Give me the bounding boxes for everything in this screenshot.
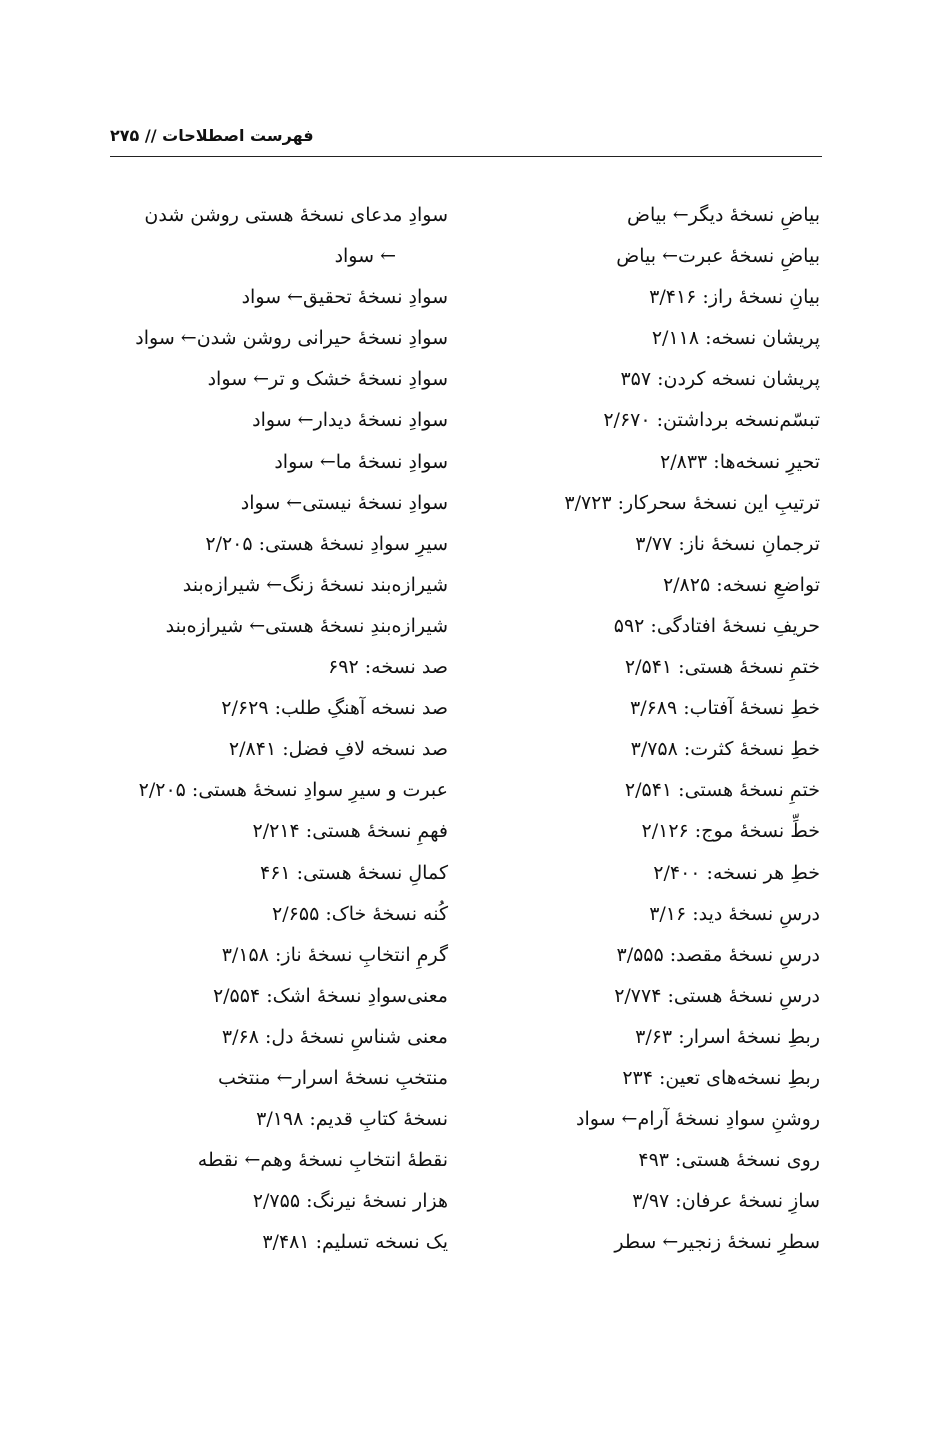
index-entry: بیانِ نسخهٔ راز: ۳/۴۱۶ (649, 286, 820, 309)
index-entry: نقطهٔ انتخابِ نسخهٔ وهم← نقطه (197, 1149, 448, 1172)
index-entry: گرمِ انتخابِ نسخهٔ ناز: ۳/۱۵۸ (221, 943, 448, 966)
index-entry: شیرازه‌بند نسخهٔ زنگ← شیرازه‌بند (182, 573, 448, 596)
index-entry: نسخهٔ کتابِ قدیم: ۳/۱۹۸ (256, 1108, 448, 1131)
index-entry: کمالِ نسخهٔ هستی: ۴۶۱ (260, 861, 448, 884)
index-entry: پریشان نسخه کردن: ۳۵۷ (620, 368, 820, 391)
index-entry: روشنِ سوادِ نسخهٔ آرام← سواد (576, 1108, 820, 1131)
index-entry: خطِّ نسخهٔ موج: ۲/۱۲۶ (641, 820, 820, 843)
index-entry: تبسّم‌نسخه برداشتن: ۲/۶۷۰ (603, 409, 820, 432)
index-entry: سطرِ نسخهٔ زنجیر← سطر (614, 1231, 820, 1254)
index-entry: ربطِ نسخهٔ اسرار: ۳/۶۳ (635, 1025, 820, 1048)
index-entry: ربطِ نسخه‌های تعین: ۲۳۴ (622, 1066, 820, 1089)
index-entry: سوادِ مدعای نسخهٔ هستی روشن شدن (144, 204, 448, 226)
index-entry: روی نسخهٔ هستی: ۴۹۳ (638, 1149, 820, 1172)
running-header-title: فهرست اصطلاحات // ۲۷۵ (110, 126, 314, 145)
index-entry: خطِ نسخهٔ کثرت: ۳/۷۵۸ (630, 738, 820, 761)
index-entry: بیاضِ نسخهٔ دیگر← بیاض (626, 204, 820, 226)
index-entry: سوادِ نسخهٔ دیدار← سواد (252, 409, 448, 432)
index-entry: تواضعِ نسخه: ۲/۸۲۵ (662, 573, 820, 596)
index-entry: صد نسخه لافِ فضل: ۲/۸۴۱ (228, 738, 448, 761)
index-entry: صد نسخه: ۶۹۲ (328, 656, 448, 679)
index-column-left (88, 195, 448, 1263)
index-entry: سوادِ نسخهٔ حیرانی روشن شدن← سواد (135, 327, 448, 350)
page-header (110, 118, 822, 157)
index-entry: منتخبِ نسخهٔ اسرار← منتخب (218, 1066, 448, 1089)
index-entry: بیاضِ نسخهٔ عبرت← بیاض (616, 245, 820, 268)
index-entry: سوادِ نسخهٔ خشک و تر← سواد (207, 368, 448, 391)
index-entry: سوادِ نسخهٔ تحقیق← سواد (241, 286, 448, 309)
index-entry: درسِ نسخهٔ هستی: ۲/۷۷۴ (614, 984, 820, 1007)
index-entry: عبرت و سیرِ سوادِ نسخهٔ هستی: ۲/۲۰۵ (138, 779, 448, 802)
index-entry: پریشان نسخه: ۲/۱۱۸ (651, 327, 820, 350)
index-entry: ترجمانِ نسخهٔ ناز: ۳/۷۷ (635, 532, 820, 555)
index-entry: سازِ نسخهٔ عرفان: ۳/۹۷ (632, 1190, 820, 1213)
index-entry: حریفِ نسخهٔ افتادگی: ۵۹۲ (613, 614, 820, 637)
index-entry: معنی‌سوادِ نسخهٔ اشک: ۲/۵۵۴ (212, 984, 448, 1007)
index-entry: کُنه نسخهٔ خاک: ۲/۶۵۵ (272, 902, 448, 925)
index-entry: خطِ هر نسخه: ۲/۴۰۰ (653, 861, 820, 884)
index-entry: تحیرِ نسخه‌ها: ۲/۸۳۳ (660, 450, 820, 473)
index-column-right (490, 195, 820, 1263)
index-entry: درسِ نسخهٔ دید: ۳/۱۶ (649, 902, 820, 925)
index-entry: سوادِ نسخهٔ نیستی← سواد (240, 491, 448, 514)
index-entry-continuation: ← سواد (334, 245, 396, 268)
index-entry: ختمِ نسخهٔ هستی: ۲/۵۴۱ (624, 656, 820, 679)
index-entry: فهمِ نسخهٔ هستی: ۲/۲۱۴ (252, 820, 448, 843)
index-entry: یک نسخه تسلیم: ۳/۴۸۱ (262, 1231, 448, 1254)
index-entry: ترتیبِ این نسخهٔ سحرکار: ۳/۷۲۳ (564, 491, 820, 514)
index-entry: سیرِ سوادِ نسخهٔ هستی: ۲/۲۰۵ (205, 532, 448, 555)
index-entry: درسِ نسخهٔ مقصد: ۳/۵۵۵ (616, 943, 820, 966)
index-entry: خطِ نسخهٔ آفتاب: ۳/۶۸۹ (630, 697, 820, 720)
index-entry: سوادِ نسخهٔ ما← سواد (274, 450, 448, 473)
index-entry: ختمِ نسخهٔ هستی: ۲/۵۴۱ (624, 779, 820, 802)
index-entry: معنی شناسِ نسخهٔ دل: ۳/۶۸ (221, 1025, 448, 1048)
index-entry: شیرازه‌بندِ نسخهٔ هستی← شیرازه‌بند (165, 614, 448, 637)
index-entry: هزار نسخهٔ نیرنگ: ۲/۷۵۵ (252, 1190, 448, 1213)
index-entry: صد نسخه آهنگِ طلب: ۲/۶۲۹ (221, 697, 448, 720)
